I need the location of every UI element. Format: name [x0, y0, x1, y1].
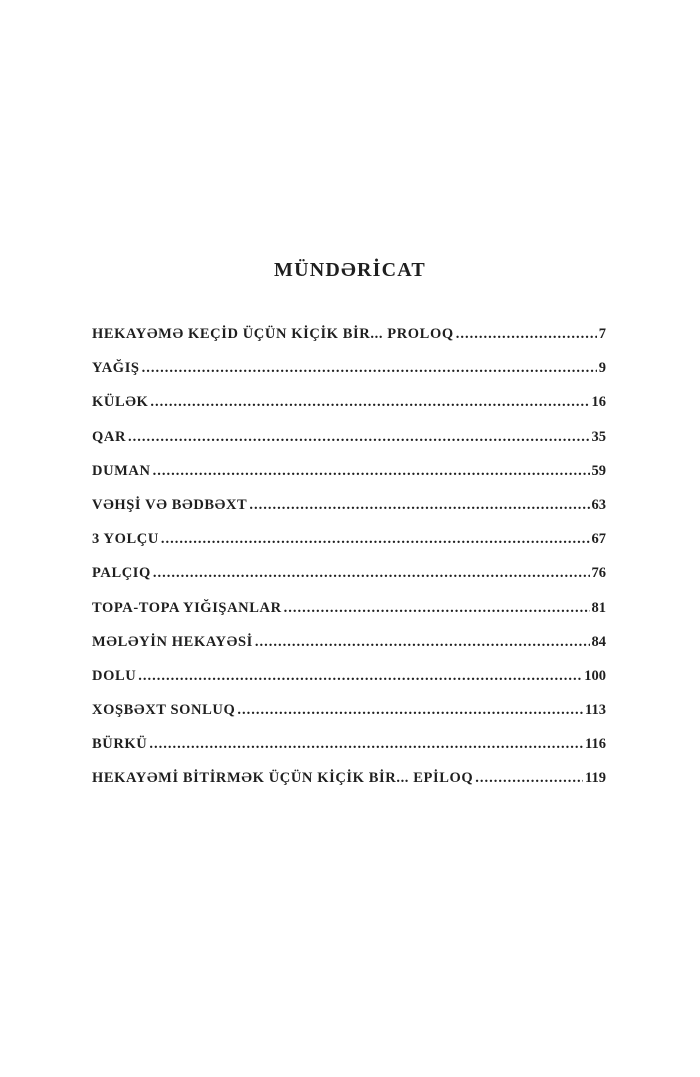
toc-dot-leader: [456, 326, 597, 343]
toc-page-number: 67: [591, 531, 606, 548]
toc-entry-title: TOPA-TOPA YIĞIŞANLAR: [92, 599, 282, 616]
toc-entry: [92, 429, 606, 463]
toc-dot-leader: [142, 360, 597, 377]
toc-page-number: 16: [591, 394, 606, 411]
toc-entry-title: XOŞBƏXT SONLUQ: [92, 702, 236, 719]
toc-dot-leader: [475, 770, 583, 787]
toc-dot-leader: [153, 463, 590, 480]
toc-entry-title: QAR: [92, 428, 127, 445]
toc-dot-leader: [149, 736, 583, 753]
toc-entry-title: KÜLƏK: [92, 394, 149, 411]
toc-entry: [92, 702, 606, 736]
toc-page-number: 113: [585, 702, 606, 719]
toc-page-number: 9: [598, 360, 606, 377]
toc-entry-title: PALÇIQ: [92, 565, 151, 582]
toc-entry: [92, 634, 606, 668]
toc-entry: [92, 668, 606, 702]
toc-entry: [92, 600, 606, 634]
table-of-contents: [92, 326, 606, 805]
toc-entry-title: HEKAYƏMƏ KEÇİD ÜÇÜN KİÇİK BİR... PROLOQ: [92, 326, 454, 342]
toc-page-number: 35: [591, 428, 606, 445]
toc-page-number: 84: [591, 633, 606, 650]
toc-entry-title: BÜRKÜ: [92, 736, 148, 753]
toc-page-number: 76: [591, 565, 606, 582]
toc-entry-title: VƏHŞİ VƏ BƏDBƏXT: [92, 496, 248, 513]
toc-page-number: 119: [585, 770, 606, 787]
toc-page-number: 100: [584, 667, 606, 684]
toc-page-number: 116: [585, 736, 606, 753]
toc-entry-title: MƏLƏYİN HEKAYƏSİ: [92, 633, 253, 650]
toc-entry: [92, 360, 606, 394]
toc-page-number: 81: [591, 599, 606, 616]
toc-page-number: 63: [591, 496, 606, 513]
toc-entry-title: 3 YOLÇU: [92, 531, 159, 548]
toc-entry: [92, 463, 606, 497]
toc-entry: [92, 326, 606, 360]
toc-page-number: 7: [598, 326, 606, 342]
toc-dot-leader: [255, 634, 590, 651]
toc-dot-leader: [153, 565, 590, 582]
toc-dot-leader: [138, 668, 582, 685]
toc-dot-leader: [284, 600, 590, 617]
toc-entry: [92, 497, 606, 531]
toc-entry: [92, 736, 606, 770]
toc-dot-leader: [150, 394, 589, 411]
toc-page-number: 59: [591, 462, 606, 479]
page-title: MÜNDƏRİCAT: [274, 259, 426, 281]
toc-entry: [92, 565, 606, 599]
toc-entry: [92, 531, 606, 565]
toc-dot-leader: [237, 702, 583, 719]
toc-entry: [92, 770, 606, 804]
toc-dot-leader: [161, 531, 590, 548]
toc-entry-title: YAĞIŞ: [92, 360, 140, 377]
toc-dot-leader: [128, 429, 589, 446]
toc-dot-leader: [249, 497, 589, 514]
toc-entry-title: HEKAYƏMİ BİTİRMƏK ÜÇÜN KİÇİK BİR... EPİLOQ: [92, 770, 474, 787]
toc-entry-title: DUMAN: [92, 462, 151, 479]
toc-entry: [92, 394, 606, 428]
toc-entry-title: DOLU: [92, 667, 137, 684]
